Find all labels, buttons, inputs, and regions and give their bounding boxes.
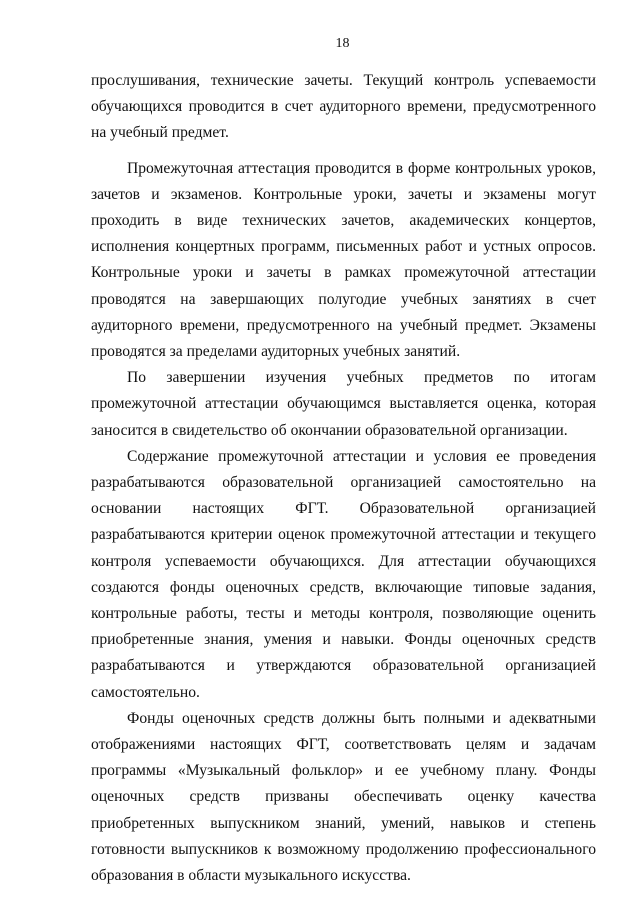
paragraph-2: Промежуточная аттестация проводится в форме контрольных уроков, зачетов и экзаменов. Контрольные уроки, зачеты и экзамены могут проходить в виде технических зачетов, академических концертов, исполнения концертных программ, письменных работ и устных опросов. Контрольные уроки и зачеты в рамках промежуточной аттестации проводятся на завершающих полугодие учебных занятиях в счет аудиторного времени, предусмотренного на учебный предмет. Экзамены проводятся за пределами аудиторных учебных занятий. [91, 159, 596, 361]
paragraph-1: прослушивания, технические зачеты. Текущий контроль успеваемости обучающихся проводится в счет аудиторного времени, предусмотренного на учебный предмет. [91, 72, 596, 142]
paragraph-5: Фонды оценочных средств должны быть полными и адекватными отображениями настоящих ФГТ, соответствовать целям и задачам программы «Музыкальный фольклор» и ее учебному плану. Фонды оценочных средств призваны обеспечивать оценку качества приобретенных выпускником знаний, умений, навыков и степень готовности выпускников к возможному продолжению профессионального образования в области музыкального искусства. [91, 709, 596, 885]
paragraph-4: Содержание промежуточной аттестации и условия ее проведения разрабатываются образовательной организацией самостоятельно на основании настоящих ФГТ. Образовательной организацией разрабатываются критерии оценок промежуточной аттестации и текущего контроля успеваемости обучающихся. Для аттестации обучающихся создаются фонды оценочных средств, включающие типовые задания, контрольные работы, тесты и методы контроля, позволяющие оценить приобретенные знания, умения и навыки. Фонды оценочных средств разрабатываются и утверждаются образовательной организацией самостоятельно. [91, 447, 596, 701]
paragraph-3: По завершении изучения учебных предметов по итогам промежуточной аттестации обучающимся выставляется оценка, которая заносится в свидетельство об окончании образовательной организации. [91, 369, 596, 439]
page-number: 18 [335, 36, 350, 51]
